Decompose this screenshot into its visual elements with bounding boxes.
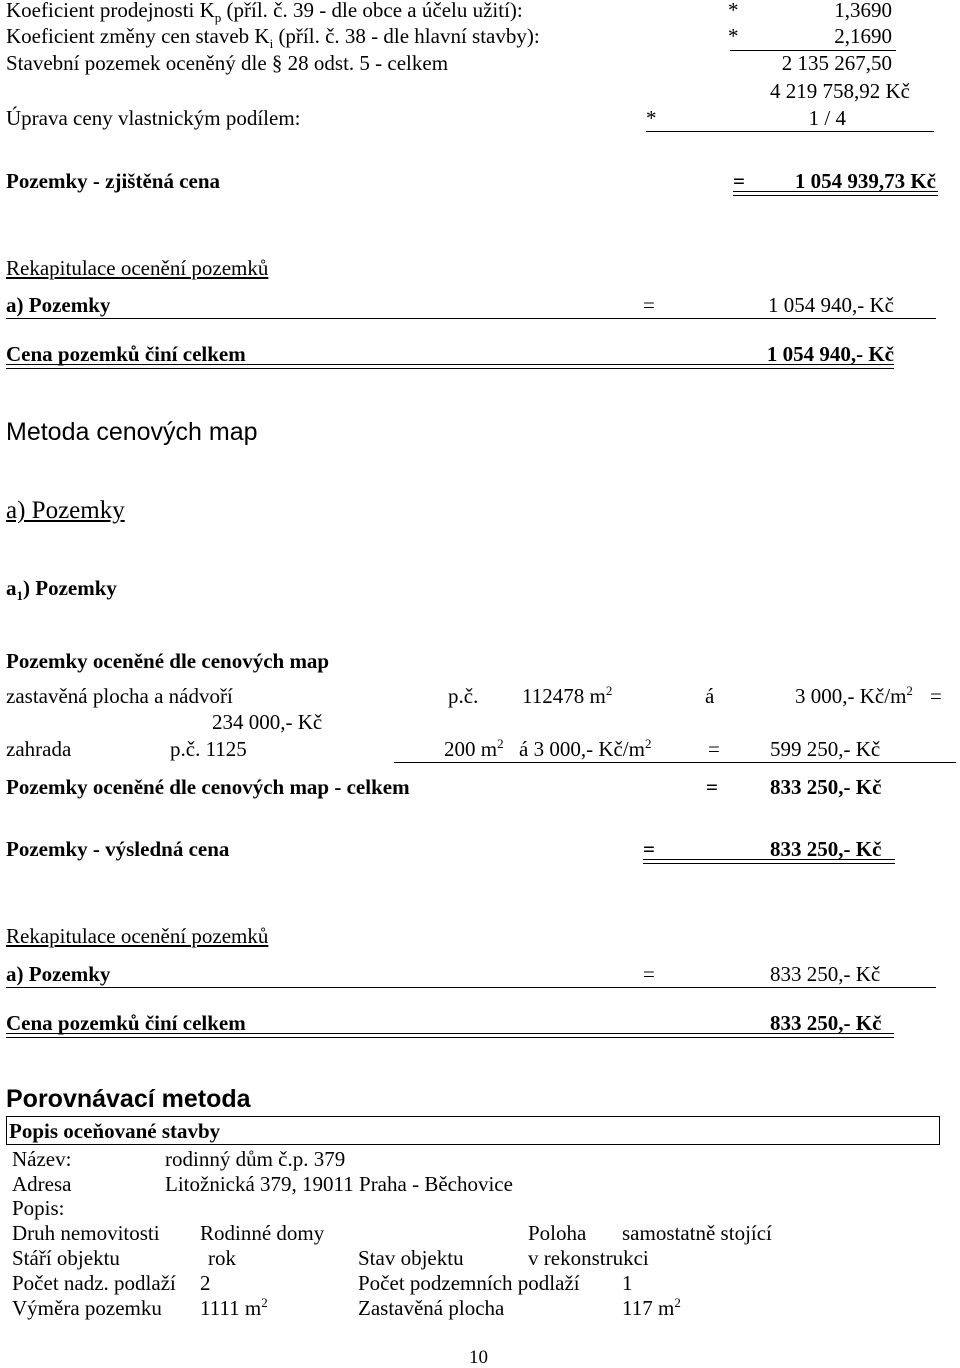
row1-result: 234 000,- Kč [212, 710, 323, 734]
recap2-total-rule [6, 1033, 894, 1038]
row1-times: á [705, 684, 715, 708]
poloha-value: samostatně stojící [622, 1221, 772, 1245]
coef-ki-label: Koeficient změny cen staveb $K_i$ (příl. č. 38 - dle hlavní stavby): [6, 24, 540, 52]
druh-value: Rodinné domy [200, 1221, 325, 1245]
adresa-value: Litožnická 379, 19011 Praha - Běchovice [165, 1172, 513, 1196]
stari-label: Stáří objektu [12, 1246, 120, 1270]
map-method-subheading: a) Pozemky [6, 497, 125, 524]
recap2-row-op: = [643, 962, 655, 986]
row1-parcel: p.č. [448, 684, 479, 708]
nadz-label: Počet nadz. podlaží [12, 1271, 176, 1295]
row1-label: zastavěná plocha a nádvoří [6, 684, 233, 708]
podil-label: Úprava ceny vlastnickým podílem: [6, 106, 301, 130]
comparison-box-title: Popis oceňované stavby [9, 1119, 221, 1143]
nazev-label: Název: [12, 1147, 72, 1171]
vymera-value: 1111 $m^2$ [200, 1295, 268, 1320]
adresa-label: Adresa [12, 1172, 72, 1196]
recap2-row-rule [6, 987, 936, 988]
row2-price: á 3 000,- $Kč/m^2$ [519, 736, 652, 761]
row2-area: 200 $m^2$ [444, 736, 504, 761]
popis-label: Popis: [12, 1196, 65, 1220]
recap2-total-value: 833 250,- Kč [770, 1011, 882, 1035]
vysledna-op: = [643, 837, 655, 861]
recap1-row-rule [6, 318, 936, 319]
coef-kp-label: Koeficient prodejnosti $K_p$ (příl. č. 39 - dle obce a účelu užití): [6, 0, 523, 26]
nadz-value: 2 [200, 1271, 211, 1295]
zjistena-double-rule [733, 191, 938, 196]
recap2-row-value: 833 250,- Kč [770, 962, 881, 986]
vysledna-double-rule [643, 859, 895, 864]
stav-label: Stav objektu [358, 1246, 464, 1270]
nazev-value: rodinný dům č.p. 379 [165, 1147, 346, 1171]
zjistena-value: 1 054 939,73 Kč [794, 169, 936, 193]
recap1-total-value: 1 054 940,- Kč [766, 342, 894, 366]
recap1-row-label: a) Pozemky [6, 293, 111, 317]
row2-label: zahrada [6, 737, 72, 761]
recap1-row-op: = [643, 293, 655, 317]
podz-value: 1 [622, 1271, 633, 1295]
recap1-total-rule [6, 364, 894, 369]
row1-area: 112478 $m^2$ [522, 683, 613, 708]
druh-label: Druh nemovitosti [12, 1221, 160, 1245]
podz-label: Počet podzemních podlaží [358, 1271, 580, 1295]
celkem-op: = [706, 775, 718, 799]
coef-ki-op: * [728, 24, 739, 48]
podil-op: * [646, 106, 657, 130]
row2-result: 599 250,- Kč [770, 737, 881, 761]
recap2-row-label: a) Pozemky [6, 962, 111, 986]
comparison-heading: Porovnávací metoda [6, 1085, 251, 1113]
vysledna-label: Pozemky - výsledná cena [6, 837, 230, 861]
zjistena-label: Pozemky - zjištěná cena [6, 169, 221, 193]
zjistena-op: = [733, 169, 745, 193]
vymera-label: Výměra pozemku [12, 1296, 162, 1320]
podil-rule [646, 131, 934, 132]
recap1-total-label: Cena pozemků činí celkem [6, 342, 246, 366]
map-method-heading: Metoda cenových map [6, 418, 258, 446]
coef-kp-op: * [728, 0, 739, 22]
stari-value: rok [208, 1246, 236, 1270]
celkem-value: 833 250,- Kč [770, 775, 882, 799]
podil-value: 1 / 4 [808, 106, 846, 130]
total-value: 4 219 758,92 Kč [770, 79, 910, 103]
zastav-value: 117 $m^2$ [622, 1295, 681, 1320]
stav-value: v rekonstrukci [528, 1246, 649, 1270]
recap2-total-label: Cena pozemků činí celkem [6, 1011, 246, 1035]
row1-price: 3 000,- $Kč/m^2$ [795, 683, 913, 708]
coef-ki-value: 2,1690 [834, 24, 892, 48]
pozemek-label: Stavební pozemek oceněný dle § 28 odst. 5 - celkem [6, 51, 449, 75]
pozemek-value: 2 135 267,50 [781, 51, 892, 75]
page-number: 10 [469, 1347, 488, 1368]
vysledna-value: 833 250,- Kč [770, 837, 882, 861]
recap1-row-value: 1 054 940,- Kč [768, 293, 894, 317]
row1-eq: = [930, 684, 942, 708]
row2-eq: = [708, 737, 720, 761]
recap2-heading: Rekapitulace ocenění pozemků [6, 924, 269, 948]
row2-rule [394, 762, 956, 763]
coef-kp-value: 1,3690 [834, 0, 892, 22]
recap1-heading: Rekapitulace ocenění pozemků [6, 256, 269, 280]
poloha-label: Poloha [528, 1221, 587, 1245]
celkem-label: Pozemky oceněné dle cenových map - celkem [6, 775, 410, 799]
a1-heading: $a_1$) Pozemky [6, 576, 117, 604]
row2-parcel: p.č. 1125 [170, 737, 247, 761]
group-title: Pozemky oceněné dle cenových map [6, 649, 330, 673]
zastav-label: Zastavěná plocha [358, 1296, 505, 1320]
